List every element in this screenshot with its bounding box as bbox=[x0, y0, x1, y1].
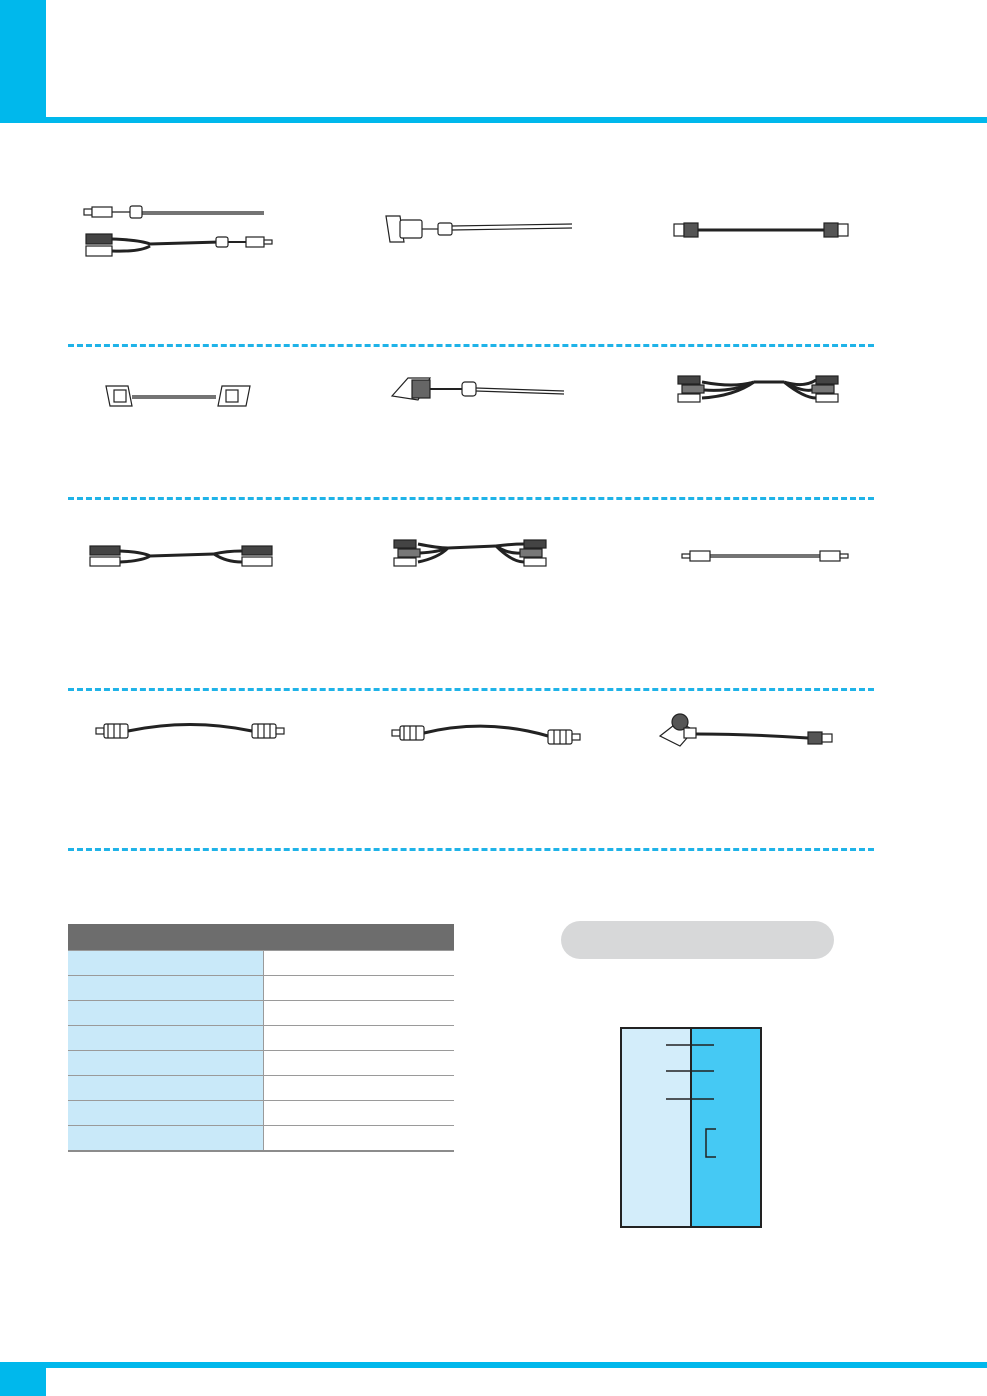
table-cell-label bbox=[68, 976, 264, 1001]
table-header-cell bbox=[68, 924, 264, 951]
table-cell-label bbox=[68, 1001, 264, 1026]
audio-cable-pair-icon bbox=[80, 200, 280, 264]
hdmi-cable-icon bbox=[670, 220, 860, 242]
row-divider bbox=[68, 688, 874, 691]
table-cell-value bbox=[264, 1051, 455, 1076]
table-row bbox=[68, 1126, 454, 1152]
table-cell-value bbox=[264, 1101, 455, 1126]
diagram-left-panel bbox=[621, 1028, 691, 1227]
table-row bbox=[68, 1026, 454, 1051]
row-divider bbox=[68, 848, 874, 851]
table-header-row bbox=[68, 924, 454, 951]
table-cell-label bbox=[68, 1051, 264, 1076]
table-row bbox=[68, 1051, 454, 1076]
table-cell-label bbox=[68, 1076, 264, 1101]
table-row bbox=[68, 951, 454, 976]
d-sub-to-d-sub-cable-icon bbox=[104, 382, 254, 412]
table-row bbox=[68, 976, 454, 1001]
row-divider bbox=[68, 344, 874, 347]
stereo-mini-jack-cable-icon bbox=[680, 548, 858, 564]
row-divider bbox=[68, 497, 874, 500]
stereo-rca-cable-icon bbox=[86, 542, 276, 570]
table-cell-label bbox=[68, 1026, 264, 1051]
table-cell-label bbox=[68, 951, 264, 976]
table-cell-value bbox=[264, 976, 455, 1001]
table-header-cell bbox=[264, 924, 455, 951]
table-cell-value bbox=[264, 1026, 455, 1051]
bottom-rule bbox=[46, 1362, 987, 1368]
dvi-cable-icon bbox=[388, 372, 568, 406]
bottom-accent-tab bbox=[0, 1362, 46, 1396]
table-cell-value bbox=[264, 1126, 455, 1152]
table-row bbox=[68, 1101, 454, 1126]
table-cell-value bbox=[264, 1001, 455, 1026]
table-cell-label bbox=[68, 1126, 264, 1152]
table-cell-label bbox=[68, 1101, 264, 1126]
power-cord-icon bbox=[658, 710, 840, 752]
table-row bbox=[68, 1001, 454, 1026]
av-rca-cable-icon bbox=[390, 536, 552, 570]
top-accent-tab bbox=[0, 0, 46, 123]
table-cell-value bbox=[264, 951, 455, 976]
diagram-right-panel bbox=[691, 1028, 761, 1227]
single-rca-cable-icon bbox=[388, 722, 584, 748]
connector-pinout-diagram bbox=[620, 1027, 762, 1229]
single-rca-cable-icon bbox=[92, 720, 288, 744]
d-sub-cable-icon bbox=[382, 212, 577, 248]
component-rca-cable-icon bbox=[674, 372, 844, 406]
section-pill bbox=[561, 921, 834, 959]
table-row bbox=[68, 1076, 454, 1101]
top-rule bbox=[46, 117, 987, 123]
table-cell-value bbox=[264, 1076, 455, 1101]
spec-table bbox=[68, 924, 454, 1152]
